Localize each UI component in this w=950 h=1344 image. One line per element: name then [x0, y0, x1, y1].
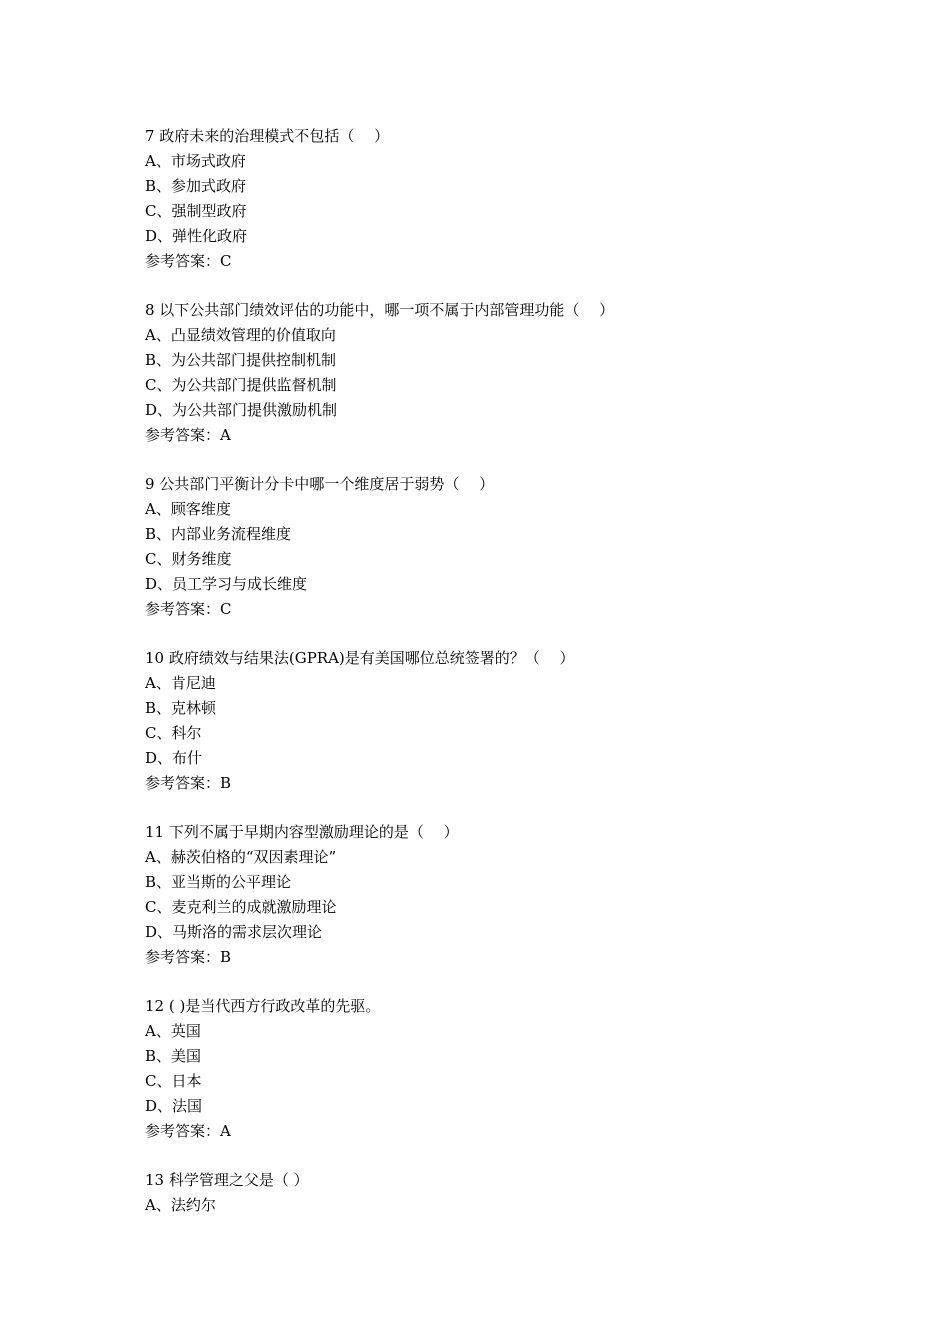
question-stem: 11 下列不属于早期内容型激励理论的是（ ） — [145, 823, 459, 841]
question-stem: 10 政府绩效与结果法(GPRA)是有美国哪位总统签署的？（ ） — [145, 649, 575, 667]
question-item — [145, 646, 845, 796]
option-c: C、财务维度 — [145, 550, 232, 568]
question-stem: 9 公共部门平衡计分卡中哪一个维度居于弱势（ ） — [145, 475, 495, 493]
option-c: C、为公共部门提供监督机制 — [145, 376, 337, 394]
reference-answer: 参考答案：B — [145, 774, 232, 792]
reference-answer: 参考答案：A — [145, 1122, 231, 1140]
option-d: D、法国 — [145, 1097, 203, 1115]
option-b: B、为公共部门提供控制机制 — [145, 351, 337, 369]
reference-answer: 参考答案：C — [145, 252, 232, 270]
option-b: B、参加式政府 — [145, 177, 247, 195]
option-d: D、布什 — [145, 749, 203, 767]
question-item — [145, 994, 845, 1144]
option-c: C、日本 — [145, 1072, 202, 1090]
reference-answer: 参考答案：A — [145, 426, 231, 444]
reference-answer: 参考答案：C — [145, 600, 232, 618]
option-a: A、市场式政府 — [145, 152, 246, 170]
question-item — [145, 472, 845, 622]
option-d: D、弹性化政府 — [145, 227, 248, 245]
option-b: B、克林顿 — [145, 699, 217, 717]
option-b: B、美国 — [145, 1047, 202, 1065]
reference-answer: 参考答案：B — [145, 948, 232, 966]
question-item — [145, 1168, 845, 1218]
option-a: A、顾客维度 — [145, 500, 231, 518]
question-stem: 7 政府未来的治理模式不包括（ ） — [145, 127, 390, 145]
option-a: A、肯尼迪 — [145, 674, 216, 692]
question-stem: 8 以下公共部门绩效评估的功能中，哪一项不属于内部管理功能（ ） — [145, 301, 615, 319]
option-d: D、马斯洛的需求层次理论 — [145, 923, 323, 941]
option-d: D、员工学习与成长维度 — [145, 575, 308, 593]
option-a: A、凸显绩效管理的价值取向 — [145, 326, 336, 344]
option-a: A、英国 — [145, 1022, 201, 1040]
question-list — [145, 124, 845, 1242]
question-item — [145, 124, 845, 274]
option-c: C、强制型政府 — [145, 202, 247, 220]
option-d: D、为公共部门提供激励机制 — [145, 401, 338, 419]
option-b: B、内部业务流程维度 — [145, 525, 292, 543]
option-b: B、亚当斯的公平理论 — [145, 873, 292, 891]
option-a: A、法约尔 — [145, 1196, 216, 1214]
question-item — [145, 820, 845, 970]
option-c: C、科尔 — [145, 724, 202, 742]
question-stem: 13 科学管理之父是（ ） — [145, 1171, 309, 1189]
question-item — [145, 298, 845, 448]
option-c: C、麦克利兰的成就激励理论 — [145, 898, 337, 916]
question-stem: 12 ( )是当代西方行政改革的先驱。 — [145, 997, 381, 1015]
option-a: A、赫茨伯格的“双因素理论” — [145, 848, 337, 866]
